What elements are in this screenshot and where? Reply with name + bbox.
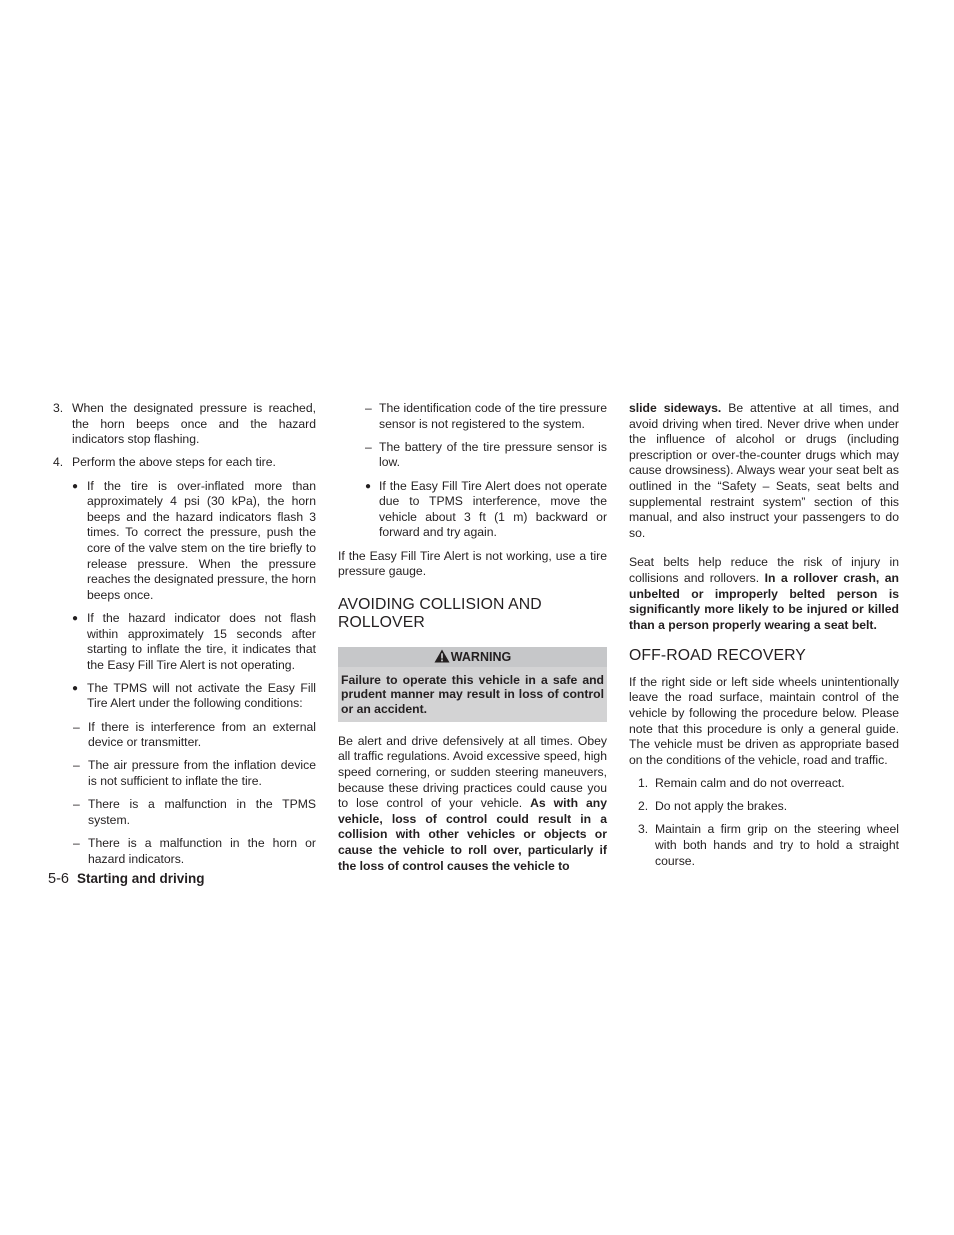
list-item [48, 681, 316, 712]
dash-marker: – [73, 758, 80, 773]
warning-box [338, 647, 607, 722]
paragraph [629, 401, 899, 541]
list-item [338, 401, 607, 432]
paragraph [338, 734, 607, 874]
step-text: Do not apply the brakes. [655, 799, 788, 814]
step-number: 2. [638, 799, 649, 814]
dash-marker: – [365, 439, 372, 454]
step-number: 4. [53, 455, 64, 470]
list-item [629, 822, 899, 869]
warning-label: WARNING [450, 649, 512, 664]
column-1 [48, 401, 316, 875]
dash-text: The air pressure from the inflation device is not sufficient to inflate the tire. [88, 758, 316, 789]
list-item [338, 479, 607, 541]
dash-marker: – [73, 719, 80, 734]
step-text: Maintain a firm grip on the steering wheel with both hands and try to hold a straight course. [655, 822, 899, 868]
paragraph-text: Be alert and drive defensively at all times. Obey all traffic regulations. Avoid excessive speed, high speed cornering, or sudden steering maneuvers, because these driving practices could cause you to lose control of your vehicle. [338, 733, 607, 811]
paragraph [629, 555, 899, 633]
dash-text: The battery of the tire pressure sensor is low. [379, 439, 607, 470]
dash-text: If there is interference from an external device or transmitter. [88, 719, 316, 750]
list-item [48, 479, 316, 604]
paragraph-bold-text: As with any vehicle, loss of control could result in a collision with other vehicles or objects or cause the vehicle to roll over, particularly if the loss of control causes the vehicle to [338, 796, 607, 873]
paragraph: If the Easy Fill Tire Alert is not working, use a tire pressure gauge. [338, 548, 607, 579]
paragraph-text: Seat belts help reduce the risk of injury in collisions and rollovers. [629, 555, 899, 585]
list-item [48, 611, 316, 673]
list-item [48, 720, 316, 751]
list-item [48, 797, 316, 828]
dash-text: The identification code of the tire pressure sensor is not registered to the system. [379, 401, 607, 431]
list-item [48, 836, 316, 867]
dash-marker: – [73, 797, 80, 812]
section-title: Starting and driving [76, 871, 205, 886]
list-item [629, 799, 899, 815]
dash-marker: – [73, 836, 80, 850]
bullet-text: If the tire is over-inflated more than approximately 4 psi (30 kPa), the horn beeps and the hazard indicators flash 3 times. To correct the pressure, push the core of the valve stem on the tire briefly to release pressure. When the pressure reaches the designated pressure, the horn beeps once. [87, 478, 317, 602]
column-3 [629, 401, 899, 877]
step-text: Perform the above steps for each tire. [72, 455, 276, 470]
page-number: 5-6 [48, 871, 69, 887]
bullet-text: If the hazard indicator does not flash within approximately 15 seconds after starting to inflate the tire, it indicates that the Easy Fill Tire Alert is not operating. [87, 610, 316, 672]
page-footer [48, 871, 204, 887]
list-item [48, 758, 316, 789]
list-item [48, 401, 316, 448]
dash-text: There is a malfunction in the TPMS system. [88, 797, 316, 827]
list-item [48, 455, 316, 471]
dash-marker: – [365, 401, 372, 415]
bullet-icon: ● [72, 612, 79, 624]
column-2 [338, 401, 607, 882]
step-number: 1. [638, 775, 649, 790]
step-number: 3. [53, 401, 64, 415]
bullet-icon: ● [72, 682, 79, 694]
bullet-icon: ● [365, 480, 372, 492]
step-number: 3. [638, 822, 649, 837]
list-item [338, 440, 607, 471]
paragraph-bold-text: In a rollover crash, an unbelted or improperly belted person is significantly more likely to be injured or killed than a person properly wearing a seat belt. [629, 570, 899, 632]
paragraph-text: Be attentive at all times, and avoid driving when tired. Never drive when under the influence of alcohol or drugs (including prescription or over-the-counter drugs which may cause drowsiness). Always wear your seat belt as outlined in the “Safety – Seats, seat belts and supplemental restraint system” section of this manual, and also instruct your passengers to do so. [629, 401, 900, 540]
warning-header [338, 647, 607, 667]
list-item [629, 776, 899, 792]
section-heading: AVOIDING COLLISION AND ROLLOVER [338, 595, 542, 632]
paragraph: If the right side or left side wheels unintentionally leave the road surface, maintain control of the vehicle by following the procedure below. Please note that this procedure is only a general guide. The vehicle must be driven as appropriate based on the conditions of the vehicle, road and traffic. [629, 674, 899, 767]
bullet-text: The TPMS will not activate the Easy Fill Tire Alert under the following conditions: [87, 680, 316, 711]
warning-text: Failure to operate this vehicle in a safe and prudent manner may result in loss of control or an accident. [341, 672, 604, 717]
paragraph-bold-text: slide sideways. [629, 401, 722, 415]
bullet-text: If the Easy Fill Tire Alert does not operate due to TPMS interference, move the vehicle about 3 ft (1 m) backward or forward and try again. [379, 478, 607, 540]
dash-text: There is a malfunction in the horn or hazard indicators. [88, 836, 316, 866]
section-heading: OFF-ROAD RECOVERY [629, 647, 806, 665]
warning-triangle-icon [434, 649, 450, 663]
bullet-icon: ● [72, 480, 79, 492]
step-text: Remain calm and do not overreact. [655, 775, 845, 790]
step-text: When the designated pressure is reached, the horn beeps once and the hazard indicators stop flashing. [72, 401, 316, 447]
